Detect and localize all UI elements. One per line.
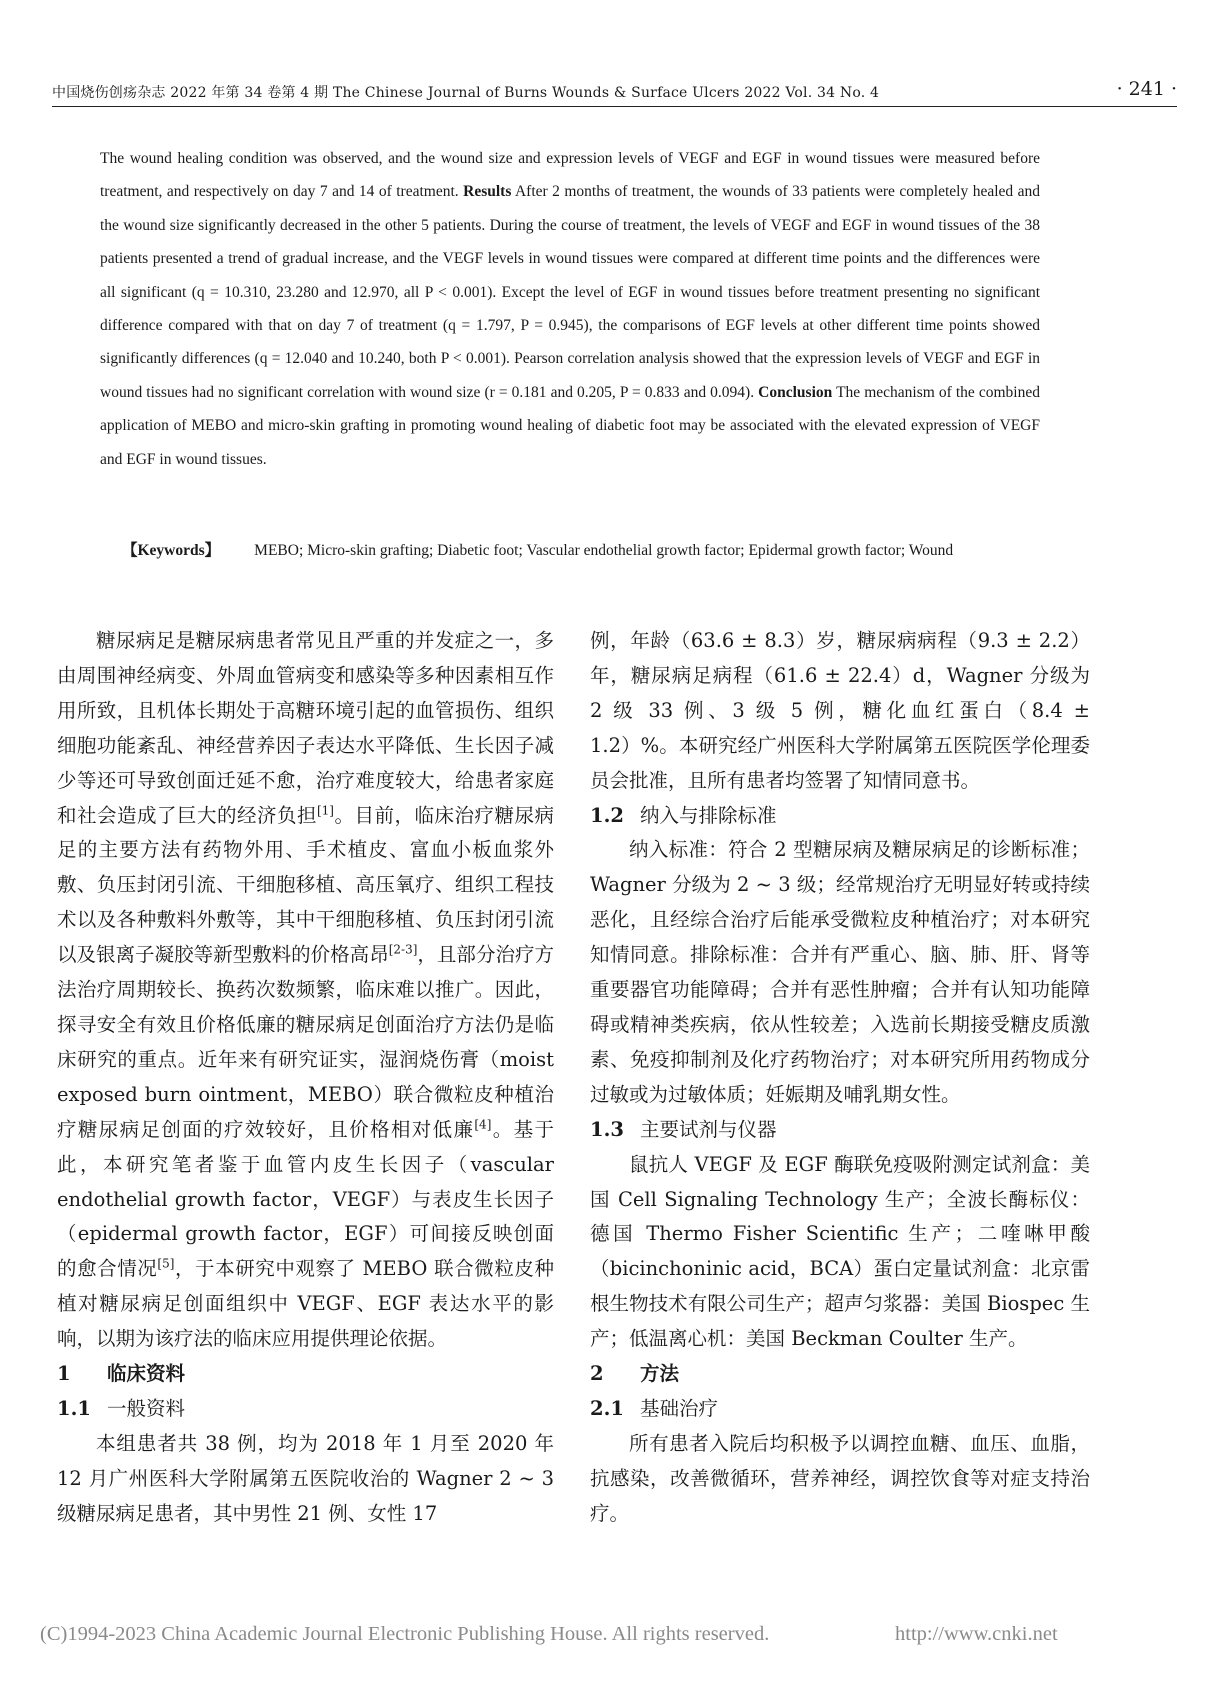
keywords-text: MEBO; Micro-skin grafting; Diabetic foot; Vascular endothelial growth factor; Epidermal growth factor; Wound bbox=[254, 542, 954, 559]
right-column bbox=[590, 624, 1090, 1532]
section-heading-2: 2 方法 bbox=[590, 1362, 680, 1386]
general-data-continued: 例，年龄（63.6 ± 8.3）岁，糖尿病病程（9.3 ± 2.2）年，糖尿病足病程（61.6 ± 22.4）d，Wagner 分级为 2 级 33 例、3 级 5 例，糖化血红蛋白（8.4 ± 1.2）%。本研究经广州医科大学附属第五医院医学伦理委员会批准，且所有患者均签署了知情同意书。 bbox=[590, 629, 1090, 792]
abstract-methods-text: The wound healing condition was observed, and the wound size and expression levels of VEGF and EGF in wound tissues were measured before treatment, and respectively on day 7 and 14 of treatment. bbox=[100, 150, 1040, 201]
reagents-paragraph: 鼠抗人 VEGF 及 EGF 酶联免疫吸附测定试剂盒：美国 Cell Signaling Technology 生产；全波长酶标仪：德国 Thermo Fisher Scientific 生产；二喹啉甲酸（bicinchoninic acid，BCA）蛋白定量试剂盒：北京雷根生物技术有限公司生产；超声匀浆器：美国 Biospec 生产；低温离心机：美国 Beckman Coulter 生产。 bbox=[590, 1152, 1090, 1351]
criteria-paragraph: 纳入标准：符合 2 型糖尿病及糖尿病足的诊断标准；Wagner 分级为 2 ~ 3 级；经常规治疗无明显好转或持续恶化，且经综合治疗后能承受微粒皮种植治疗；对本研究知情同意。排除标准：合并有严重心、脑、肺、肝、肾等重要器官功能障碍；合并有恶性肿瘤；合并有认知功能障碍或精神类疾病，依从性较差；入选前长期接受糖皮质激素、免疫抑制剂及化疗药物治疗；对本研究所用药物成分过敏或为过敏体质；妊娠期及哺乳期女性。 bbox=[590, 838, 1090, 1106]
abstract-conclusion-text: The mechanism of the combined application of MEBO and micro-skin grafting in promoting wound healing of diabetic foot may be associated with the elevated expression of VEGF and EGF in wound tissues. bbox=[100, 383, 1040, 468]
copyright-footer bbox=[40, 1623, 1175, 1646]
basic-treatment-paragraph: 所有患者入院后均积极予以调控血糖、血压、血脂，抗感染，改善微循环，营养神经，调控饮食等对症支持治疗。 bbox=[590, 1431, 1090, 1525]
left-column bbox=[57, 624, 554, 1532]
general-data-paragraph: 本组患者共 38 例，均为 2018 年 1 月至 2020 年 12 月广州医科大学附属第五医院收治的 Wagner 2 ~ 3 级糖尿病足患者，其中男性 21 例、女性 17 bbox=[57, 1431, 554, 1525]
conclusion-label: Conclusion bbox=[758, 383, 833, 401]
section-heading-1-1: 1.1 一般资料 bbox=[57, 1396, 186, 1420]
keywords-label: 【Keywords】 bbox=[122, 542, 221, 559]
introduction-paragraph: 糖尿病足是糖尿病患者常见且严重的并发症之一，多由周围神经病变、外周血管病变和感染等多种因素相互作用所致，且机体长期处于高糖环境引起的血管损伤、组织细胞功能紊乱、神经营养因子表达水平降低、生长因子减少等还可导致创面迁延不愈，治疗难度较大，给患者家庭和社会造成了巨大的经济负担[1]。目前，临床治疗糖尿病足的主要方法有药物外用、手术植皮、富血小板血浆外敷、负压封闭引流、干细胞移植、高压氧疗、组织工程技术以及各种敷料外敷等，其中干细胞移植、负压封闭引流以及银离子凝胶等新型敷料的价格高昂[2-3]，且部分治疗方法治疗周期较长、换药次数频繁，临床难以推广。因此，探寻安全有效且价格低廉的糖尿病足创面治疗方法仍是临床研究的重点。近年来有研究证实，湿润烧伤膏（moist exposed burn ointment，MEBO）联合微粒皮种植治疗糖尿病足创面的疗效较好，且价格相对低廉[4]。基于此，本研究笔者鉴于血管内皮生长因子（vascular endothelial growth factor，VEGF）与表皮生长因子（epidermal growth factor，EGF）可间接反映创面的愈合情况[5]，于本研究中观察了 MEBO 联合微粒皮种植对糖尿病足创面组织中 VEGF、EGF 表达水平的影响，以期为该疗法的临床应用提供理论依据。 bbox=[57, 629, 554, 1351]
abstract-body bbox=[100, 142, 1040, 476]
keywords bbox=[100, 534, 1040, 567]
section-heading-1-3: 1.3 主要试剂与仪器 bbox=[590, 1117, 777, 1141]
citation-ref: [5] bbox=[157, 1256, 175, 1271]
page-number: · 241 · bbox=[1116, 78, 1177, 100]
journal-citation: 中国烧伤创疡杂志 2022 年第 34 卷第 4 期 The Chinese Journal of Burns Wounds & Surface Ulcers 2022 Vol. 34 No. 4 bbox=[52, 85, 880, 101]
citation-ref: [1] bbox=[316, 803, 334, 818]
section-heading-1: 1 临床资料 bbox=[57, 1362, 186, 1386]
section-heading-1-2: 1.2 纳入与排除标准 bbox=[590, 803, 777, 827]
section-heading-2-1: 2.1 基础治疗 bbox=[590, 1396, 719, 1420]
abstract-results-text: After 2 months of treatment, the wounds of 33 patients were completely healed and the wound size significantly decreased in the other 5 patients. During the course of treatment, the levels of VEGF and EGF in wound tissues of the 38 patients presented a trend of gradual increase, and the VEGF levels in wound tissues were compared at different time points and the differences were all significant (q = 10.310, 23.280 and 12.970, all P < 0.001). Except the level of EGF in wound tissues before treatment presenting no significant difference compared with that on day 7 of treatment (q = 1.797, P = 0.945), the comparisons of EGF levels at other different time points showed significantly differences (q = 12.040 and 10.240, both P < 0.001). Pearson correlation analysis showed that the expression levels of VEGF and EGF in wound tissues had no significant correlation with wound size (r = 0.181 and 0.205, P = 0.833 and 0.094). bbox=[100, 183, 1040, 401]
results-label: Results bbox=[463, 183, 512, 201]
copyright-text: (C)1994-2023 China Academic Journal Electronic Publishing House. All rights reserved. bbox=[40, 1623, 770, 1645]
running-header bbox=[52, 76, 1177, 107]
citation-ref: [2-3] bbox=[388, 942, 418, 957]
cnki-url: http://www.cnki.net bbox=[895, 1623, 1058, 1645]
citation-ref: [4] bbox=[474, 1117, 492, 1132]
